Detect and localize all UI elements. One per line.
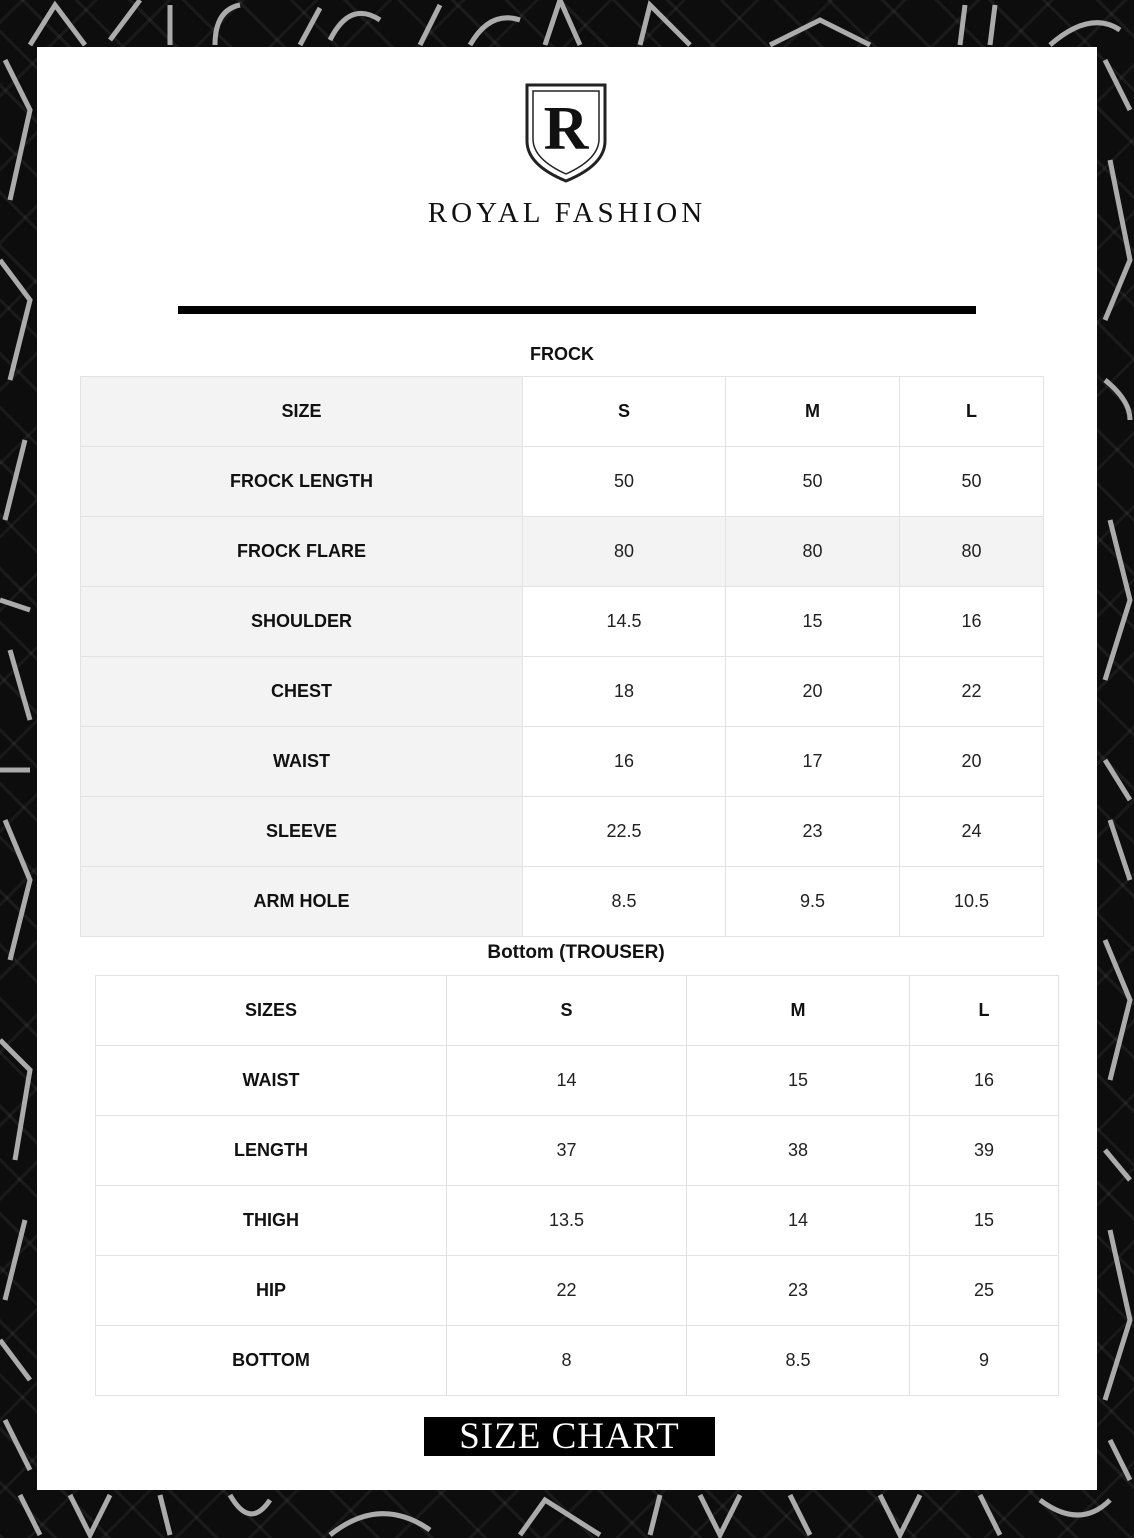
table-cell: 20: [726, 657, 900, 727]
row-label: LENGTH: [96, 1116, 447, 1186]
table-row: [81, 657, 1044, 727]
table-cell: 37: [447, 1116, 687, 1186]
row-label: THIGH: [96, 1186, 447, 1256]
table-row: [96, 1116, 1059, 1186]
size-chart-label: SIZE CHART: [424, 1417, 715, 1456]
table-cell: 14.5: [523, 587, 726, 657]
table-row: [81, 517, 1044, 587]
row-label: WAIST: [96, 1046, 447, 1116]
row-label: CHEST: [81, 657, 523, 727]
table-row: [81, 447, 1044, 517]
row-label: SHOULDER: [81, 587, 523, 657]
table-cell: 80: [523, 517, 726, 587]
table-cell: 16: [900, 587, 1044, 657]
table-row: [81, 867, 1044, 937]
frock-header-cell: S: [523, 377, 726, 447]
table-cell: 10.5: [900, 867, 1044, 937]
trouser-header-row: [96, 976, 1059, 1046]
table-cell: 24: [900, 797, 1044, 867]
table-cell: 23: [687, 1256, 910, 1326]
brand-monogram: R: [543, 95, 589, 163]
frock-header-row: [81, 377, 1044, 447]
row-label: HIP: [96, 1256, 447, 1326]
trouser-header-cell: SIZES: [96, 976, 447, 1046]
frock-size-table: [80, 376, 1044, 937]
row-label: FROCK FLARE: [81, 517, 523, 587]
row-label: BOTTOM: [96, 1326, 447, 1396]
table-cell: 8.5: [523, 867, 726, 937]
table-cell: 9.5: [726, 867, 900, 937]
table-cell: 50: [900, 447, 1044, 517]
table-cell: 15: [726, 587, 900, 657]
row-label: WAIST: [81, 727, 523, 797]
table-cell: 22: [447, 1256, 687, 1326]
table-cell: 22.5: [523, 797, 726, 867]
table-cell: 14: [447, 1046, 687, 1116]
table-row: [81, 797, 1044, 867]
table-cell: 15: [687, 1046, 910, 1116]
table-row: [96, 1326, 1059, 1396]
table-row: [96, 1256, 1059, 1326]
table-cell: 8.5: [687, 1326, 910, 1396]
table-row: [81, 727, 1044, 797]
table-row: [96, 1186, 1059, 1256]
table-cell: 80: [726, 517, 900, 587]
row-label: ARM HOLE: [81, 867, 523, 937]
table-cell: 15: [910, 1186, 1059, 1256]
table-cell: 14: [687, 1186, 910, 1256]
table-cell: 80: [900, 517, 1044, 587]
table-row: [96, 1046, 1059, 1116]
frock-header-cell: L: [900, 377, 1044, 447]
table-cell: 50: [726, 447, 900, 517]
table-cell: 9: [910, 1326, 1059, 1396]
trouser-header-cell: S: [447, 976, 687, 1046]
trouser-header-cell: M: [687, 976, 910, 1046]
table-cell: 23: [726, 797, 900, 867]
royal-crest-icon: [523, 83, 609, 183]
frock-header-cell: SIZE: [81, 377, 523, 447]
table-cell: 50: [523, 447, 726, 517]
brand-name: ROYAL FASHION: [427, 197, 707, 229]
table-cell: 39: [910, 1116, 1059, 1186]
frock-table-title: FROCK: [530, 344, 594, 364]
frock-header-cell: M: [726, 377, 900, 447]
table-cell: 16: [523, 727, 726, 797]
trouser-header-cell: L: [910, 976, 1059, 1046]
header-divider: [178, 306, 976, 314]
trouser-size-table: [95, 975, 1059, 1396]
table-cell: 38: [687, 1116, 910, 1186]
row-label: SLEEVE: [81, 797, 523, 867]
size-chart-sheet: [37, 47, 1097, 1490]
trouser-table-title: Bottom (TROUSER): [487, 942, 665, 963]
table-row: [81, 587, 1044, 657]
table-cell: 16: [910, 1046, 1059, 1116]
row-label: FROCK LENGTH: [81, 447, 523, 517]
table-cell: 20: [900, 727, 1044, 797]
table-cell: 17: [726, 727, 900, 797]
table-cell: 25: [910, 1256, 1059, 1326]
table-cell: 8: [447, 1326, 687, 1396]
table-cell: 18: [523, 657, 726, 727]
table-cell: 22: [900, 657, 1044, 727]
table-cell: 13.5: [447, 1186, 687, 1256]
